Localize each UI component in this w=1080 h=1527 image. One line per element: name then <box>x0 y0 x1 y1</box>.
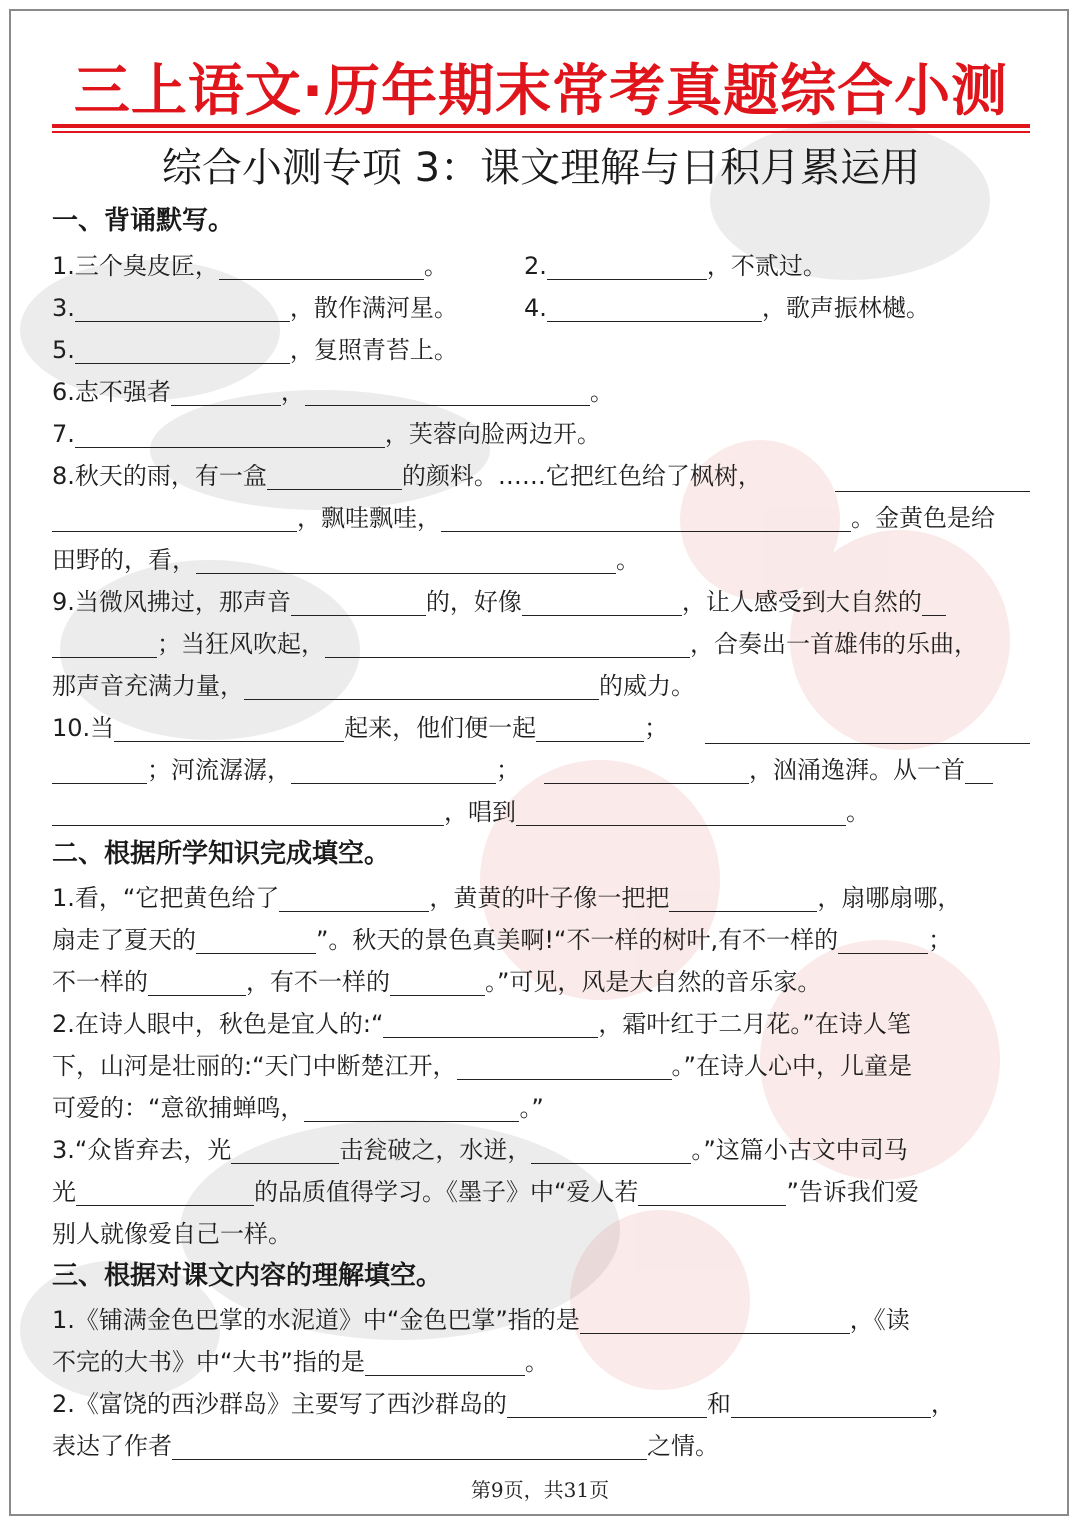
answer-blank[interactable] <box>291 587 426 616</box>
answer-blank[interactable] <box>838 925 928 954</box>
q5-line <box>52 329 1030 371</box>
answer-blank[interactable] <box>965 755 993 784</box>
answer-blank[interactable] <box>731 1389 931 1418</box>
q10-line-3 <box>52 791 1030 833</box>
answer-blank[interactable] <box>457 1051 672 1080</box>
text: ，黄黄的叶子像一把把 <box>429 884 670 912</box>
text: ，不贰过。 <box>706 252 827 280</box>
text: ， <box>930 1390 955 1418</box>
answer-blank[interactable] <box>52 755 147 784</box>
answer-blank[interactable] <box>304 1093 519 1122</box>
answer-blank[interactable] <box>171 377 281 406</box>
text: 。”这篇小古文中司马 <box>691 1136 908 1164</box>
q8-line <box>52 455 1030 497</box>
text: ，唱到 <box>444 798 516 826</box>
answer-blank[interactable] <box>75 419 385 448</box>
answer-blank[interactable] <box>231 1135 339 1164</box>
text: ，芙蓉向脸两边开。 <box>384 420 601 448</box>
subtitle: 综合小测专项 3：课文理解与日积月累运用 <box>161 145 921 191</box>
section-2-heading: 二、根据所学知识完成填空。 <box>52 839 391 869</box>
s3-q2-line <box>52 1383 1030 1425</box>
text: 别人就像爱自己一样。 <box>52 1220 292 1248</box>
text: ； <box>928 926 953 954</box>
text: 。金黄色是给 <box>851 504 995 532</box>
s2-q3-line-3 <box>52 1213 1030 1255</box>
text: 扇走了夏天的 <box>52 926 196 954</box>
main-title: 三上语文·历年期末常考真题综合小测 <box>73 59 1009 124</box>
q10-line <box>52 707 1030 749</box>
text: 的威力。 <box>599 672 695 700</box>
s2-q2-line-2 <box>52 1045 1030 1087</box>
text: 不完的大书》中“大书”指的是 <box>52 1348 365 1376</box>
q8-line-2 <box>52 497 1030 539</box>
text: ，复照青苔上。 <box>289 336 458 364</box>
text: 不一样的 <box>52 968 148 996</box>
answer-blank[interactable] <box>547 293 762 322</box>
answer-blank[interactable] <box>219 251 424 280</box>
s2-q3-line <box>52 1129 1030 1171</box>
s2-q2-line <box>52 1003 1030 1045</box>
q9-line <box>52 581 1030 623</box>
text: ”。秋天的景色真美啊!“不一样的树叶,有不一样的 <box>316 926 839 954</box>
text: 下，山河是壮丽的:“天门中断楚江开， <box>52 1052 457 1080</box>
answer-blank[interactable] <box>114 713 344 742</box>
text: 。 <box>423 252 448 280</box>
text: ，散作满河星。 <box>289 294 458 322</box>
text: ，飘哇飘哇， <box>297 504 441 532</box>
answer-blank[interactable] <box>383 1009 598 1038</box>
q1-line <box>52 245 1030 287</box>
text: 3. <box>52 294 75 322</box>
text: ，歌声振林樾。 <box>761 294 930 322</box>
s2-q1-line-3 <box>52 961 1030 1003</box>
text: 光 <box>52 1178 76 1206</box>
answer-blank[interactable] <box>196 925 316 954</box>
text: 。”在诗人心中，儿童是 <box>671 1052 912 1080</box>
answer-blank[interactable] <box>441 503 851 532</box>
text: ，霜叶红于二月花。”在诗人笔 <box>598 1010 911 1038</box>
text: 起来，他们便一起 <box>344 714 537 742</box>
text: ，有不一样的 <box>246 968 390 996</box>
text: 表达了作者 <box>52 1432 172 1460</box>
text: 。” <box>519 1094 544 1122</box>
answer-blank[interactable] <box>196 545 616 574</box>
text: ；当狂风吹起， <box>157 630 325 658</box>
text: 可爱的：“意欲捕蝉鸣， <box>52 1094 305 1122</box>
text: 那声音充满力量， <box>52 672 244 700</box>
answer-blank[interactable] <box>75 293 290 322</box>
text: 。”可见，风是大自然的音乐家。 <box>485 968 822 996</box>
s3-q1-line-2 <box>52 1341 1030 1383</box>
text: 7. <box>52 420 75 448</box>
answer-blank[interactable] <box>279 883 429 912</box>
answer-blank[interactable] <box>705 715 1030 744</box>
text: 。 <box>524 1348 549 1376</box>
text: 之情。 <box>647 1432 719 1460</box>
text: ；河流潺潺， <box>147 756 291 784</box>
text: 8.秋天的雨，有一盒 <box>52 462 267 490</box>
text: 3.“众皆弃去，光 <box>52 1136 232 1164</box>
text: ； <box>496 756 520 784</box>
answer-blank[interactable] <box>669 883 817 912</box>
q9-line-3 <box>52 665 1030 707</box>
s2-q2-line-3 <box>52 1087 1030 1129</box>
answer-blank[interactable] <box>52 629 157 658</box>
text: 击瓮破之，水迸， <box>339 1136 532 1164</box>
text: 田野的，看， <box>52 546 196 574</box>
text: ； <box>644 714 669 742</box>
text: ， <box>280 378 305 406</box>
text: ，合奏出一首雄伟的乐曲， <box>690 630 978 658</box>
s3-q1-line <box>52 1299 1030 1341</box>
text: 。 <box>589 378 614 406</box>
text: 。 <box>846 798 870 826</box>
s2-q3-line-2 <box>52 1171 1030 1213</box>
text: 5. <box>52 336 75 364</box>
answer-blank[interactable] <box>531 1135 691 1164</box>
text: ，扇哪扇哪， <box>817 884 962 912</box>
answer-blank[interactable] <box>267 461 402 490</box>
title-underline <box>52 124 1030 128</box>
answer-blank[interactable] <box>516 797 846 826</box>
answer-blank[interactable] <box>172 1431 647 1460</box>
text: 1.三个臭皮匠， <box>52 252 219 280</box>
answer-blank[interactable] <box>365 1347 525 1376</box>
answer-blank[interactable] <box>922 587 946 616</box>
answer-blank[interactable] <box>390 967 485 996</box>
answer-blank[interactable] <box>507 1389 707 1418</box>
text: 9.当微风拂过，那声音 <box>52 588 291 616</box>
text: 2.在诗人眼中，秋色是宜人的:“ <box>52 1010 384 1038</box>
section-3-heading: 三、根据对课文内容的理解填空。 <box>52 1261 443 1291</box>
text: 1.看，“它把黄色给了 <box>52 884 280 912</box>
q10-line-2 <box>52 749 1030 791</box>
text: ”告诉我们爱 <box>786 1178 919 1206</box>
answer-blank[interactable] <box>547 251 707 280</box>
answer-blank[interactable] <box>52 503 297 532</box>
page-number: 第9页，共31页 <box>470 1478 610 1502</box>
answer-blank[interactable] <box>522 587 682 616</box>
text: 2. <box>524 252 547 280</box>
text: 4. <box>524 294 547 322</box>
q7-line <box>52 413 1030 455</box>
answer-blank[interactable] <box>580 1305 850 1334</box>
section-1-heading: 一、背诵默写。 <box>52 206 235 236</box>
answer-blank[interactable] <box>75 335 290 364</box>
answer-blank[interactable] <box>544 755 749 784</box>
answer-blank[interactable] <box>52 797 444 826</box>
text: 。 <box>616 546 640 574</box>
answer-blank[interactable] <box>325 629 690 658</box>
q6-line <box>52 371 1030 413</box>
q3-line <box>52 287 1030 329</box>
text: 2.《富饶的西沙群岛》主要写了西沙群岛的 <box>52 1390 507 1418</box>
answer-blank[interactable] <box>305 377 590 406</box>
answer-blank[interactable] <box>536 713 644 742</box>
answer-blank[interactable] <box>291 755 496 784</box>
text: ，让人感受到大自然的 <box>681 588 922 616</box>
s2-q1-line-2 <box>52 919 1030 961</box>
answer-blank[interactable] <box>835 463 1030 492</box>
answer-blank[interactable] <box>244 671 599 700</box>
s2-q1-line <box>52 877 1030 919</box>
title-underline-thin <box>52 131 1030 133</box>
text: 的，好像 <box>425 588 522 616</box>
s3-q2-line-2 <box>52 1425 1030 1467</box>
text: 10.当 <box>52 714 115 742</box>
text: 1.《铺满金色巴掌的水泥道》中“金色巴掌”指的是 <box>52 1306 580 1334</box>
q9-line-2 <box>52 623 1030 665</box>
q8-line-3 <box>52 539 1030 581</box>
text: 的颜料。……它把红色给了枫树， <box>401 462 762 490</box>
answer-blank[interactable] <box>76 1177 254 1206</box>
text: 和 <box>706 1390 731 1418</box>
answer-blank[interactable] <box>148 967 246 996</box>
text: ，汹涌逸湃。从一首 <box>749 756 965 784</box>
text: 的品质值得学习。《墨子》中“爱人若 <box>254 1178 639 1206</box>
text: 6.志不强者 <box>52 378 171 406</box>
text: ，《读 <box>849 1306 910 1334</box>
answer-blank[interactable] <box>638 1177 786 1206</box>
